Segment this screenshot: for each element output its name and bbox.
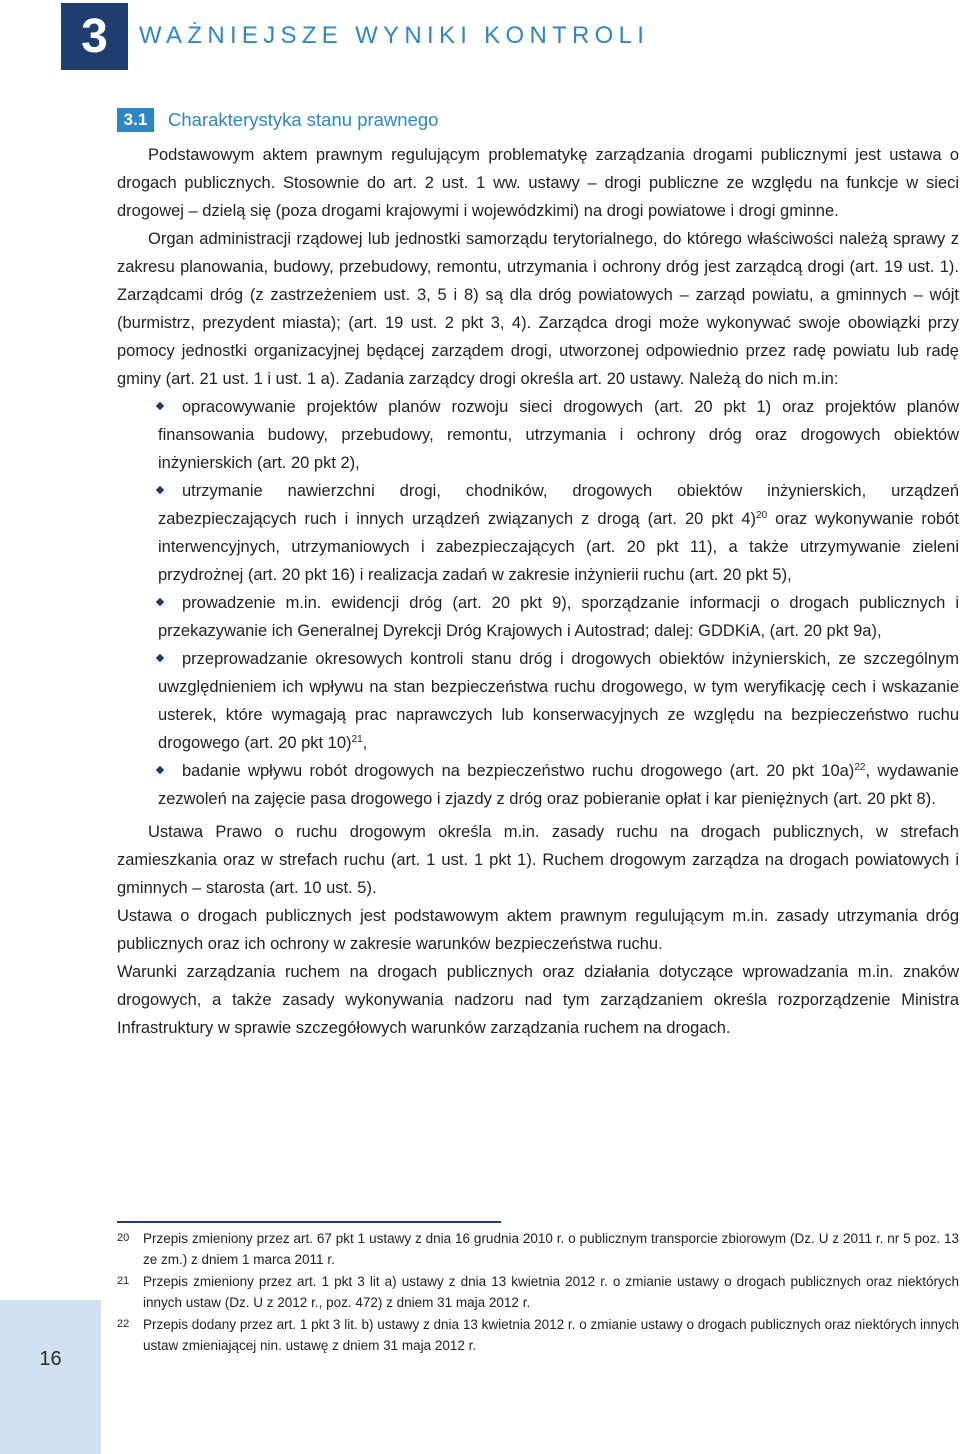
footnote [117, 1314, 959, 1356]
footnote-text: Przepis zmieniony przez art. 67 pkt 1 ustawy z dnia 16 grudnia 2010 r. o publicznym transporcie zbiorowym (Dz. U z 2011 r. nr 5 poz. 13 ze zm.) z dniem 1 marca 2011 r. [143, 1231, 959, 1267]
list-item-text: , wydawanie zezwoleń na zajęcie pasa drogowego i zjazdy z dróg oraz pobieranie opłat i kar pieniężnych (art. 20 pkt 8). [158, 762, 959, 808]
footnote-number: 21 [117, 1275, 130, 1287]
page-number: 16 [39, 1348, 62, 1370]
main-text [117, 141, 959, 1042]
section-number: 3.1 [117, 108, 154, 132]
list-item-text: oraz wykonywanie robót interwencyjnych, utrzymaniowych i zabezpieczających (art. 20 pkt 11), a także utrzymywanie zieleni przydrożnej (art. 20 pkt 16) i realizacja zadań w zakresie inżynierii ruchu (art. 20 pkt 5), [158, 510, 959, 584]
diamond-bullet-icon [156, 402, 164, 410]
list-item-text: utrzymanie nawierzchni drogi, chodników, drogowych obiektów inżynierskich, urządzeń zabezpieczających ruch i innych urządzeń związanych z drogą (art. 20 pkt 4) [158, 482, 959, 528]
page-number-box [0, 1300, 101, 1454]
paragraph-1: Podstawowym aktem prawnym regulującym problematykę zarządzania drogami publicznymi jest ustawa o drogach publicznych. Stosownie do art. 2 ust. 1 ww. ustawy – drogi publiczne ze względu na funkcje w sieci drogowej – dzielą się (poza drogami krajowymi i wojewódzkimi) na drogi powiatowe i drogi gminne. [117, 146, 959, 220]
chapter-number-box: 3 [61, 3, 128, 70]
footnote-ref: 20 [756, 510, 768, 521]
duties-list [117, 393, 959, 813]
paragraph-4: Ustawa o drogach publicznych jest podstawowym aktem prawnym regulującym m.in. zasady utrzymania dróg publicznych oraz ich ochrony w zakresie warunków bezpieczeństwa ruchu. [117, 907, 959, 953]
paragraph-5: Warunki zarządzania ruchem na drogach publicznych oraz działania dotyczące wprowadzania m.in. znaków drogowych, a także zasady wykonywania nadzoru nad tym zarządzaniem określa rozporządzenie Ministra Infrastruktury w sprawie szczegółowych warunków zarządzania ruchem na drogach. [117, 963, 959, 1037]
list-item [117, 589, 959, 645]
list-item-text: prowadzenie m.in. ewidencji dróg (art. 20 pkt 9), sporządzanie informacji o drogach publicznych i przekazywanie ich Generalnej Dyrekcji Dróg Krajowych i Autostrad; dalej: GDDKiA, (art. 20 pkt 9a), [158, 594, 959, 640]
list-item [117, 757, 959, 813]
list-item [117, 393, 959, 477]
list-item [117, 477, 959, 589]
footnote-ref: 22 [854, 762, 866, 773]
section-title: Charakterystyka stanu prawnego [168, 109, 439, 130]
footnote-divider [117, 1221, 501, 1223]
footnote [117, 1228, 959, 1270]
list-item-text: , [362, 734, 368, 752]
diamond-bullet-icon [156, 766, 164, 774]
list-item-text: przeprowadzanie okresowych kontroli stanu dróg i drogowych obiektów inżynierskich, ze szczególnym uwzględnieniem ich wpływu na stan bezpieczeństwa ruchu drogowego, w tym weryfikację cech i wskazanie usterek, które wymagają prac naprawczych lub konserwacyjnych ze względu na bezpieczeństwo ruchu drogowego (art. 20 pkt 10) [158, 650, 959, 752]
list-item-text: badanie wpływu robót drogowych na bezpieczeństwo ruchu drogowego (art. 20 pkt 10a) [182, 762, 855, 780]
footnote-number: 20 [117, 1232, 130, 1244]
paragraph-3: Ustawa Prawo o ruchu drogowym określa m.in. zasady ruchu na drogach publicznych, w strefach zamieszkania oraz w strefach ruchu (art. 1 ust. 1 pkt 1). Ruchem drogowym zarządza na drogach powiatowych i gminnych – starosta (art. 10 ust. 5). [117, 823, 959, 897]
footnotes [117, 1228, 959, 1357]
footnote [117, 1271, 959, 1313]
list-item [117, 645, 959, 757]
footnote-text: Przepis zmieniony przez art. 1 pkt 3 lit a) ustawy z dnia 13 kwietnia 2012 r. o zmianie ustawy o drogach publicznych oraz niektórych innych ustaw (Dz. U z 2012 r., poz. 472) z dniem 31 maja 2012 r. [143, 1274, 959, 1310]
diamond-bullet-icon [156, 486, 164, 494]
diamond-bullet-icon [156, 654, 164, 662]
diamond-bullet-icon [156, 598, 164, 606]
footnote-number: 22 [117, 1318, 130, 1330]
paragraph-2: Organ administracji rządowej lub jednostki samorządu terytorialnego, do którego właściwości należą sprawy z zakresu planowania, budowy, przebudowy, remontu, utrzymania i ochrony dróg jest zarządcą drogi (art. 19 ust. 1). Zarządcami dróg (z zastrzeżeniem ust. 3, 5 i 8) są dla dróg powiatowych – zarząd powiatu, a gminnych – wójt (burmistrz, prezydent miasta); (art. 19 ust. 2 pkt 3, 4). Zarządca drogi może wykonywać swoje obowiązki przy pomocy jednostki organizacyjnej będącej zarządem drogi, utworzonej odpowiednio przez radę powiatu lub radę gminy (art. 21 ust. 1 i ust. 1 a). Zadania zarządcy drogi określa art. 20 ustawy. Należą do nich m.in: [117, 230, 959, 388]
chapter-title: WAŻNIEJSZE WYNIKI KONTROLI [139, 22, 650, 49]
footnote-text: Przepis dodany przez art. 1 pkt 3 lit. b) ustawy z dnia 13 kwietnia 2012 r. o zmianie ustawy o drogach publicznych oraz niektórych innych ustaw zmieniającej nin. ustawę z dniem 31 maja 2012 r. [143, 1317, 959, 1353]
list-item-text: opracowywanie projektów planów rozwoju sieci drogowych (art. 20 pkt 1) oraz projektów planów finansowania budowy, przebudowy, remontu, utrzymania i ochrony dróg oraz drogowych obiektów inżynierskich (art. 20 pkt 2), [158, 398, 959, 472]
footnote-ref: 21 [351, 734, 363, 745]
